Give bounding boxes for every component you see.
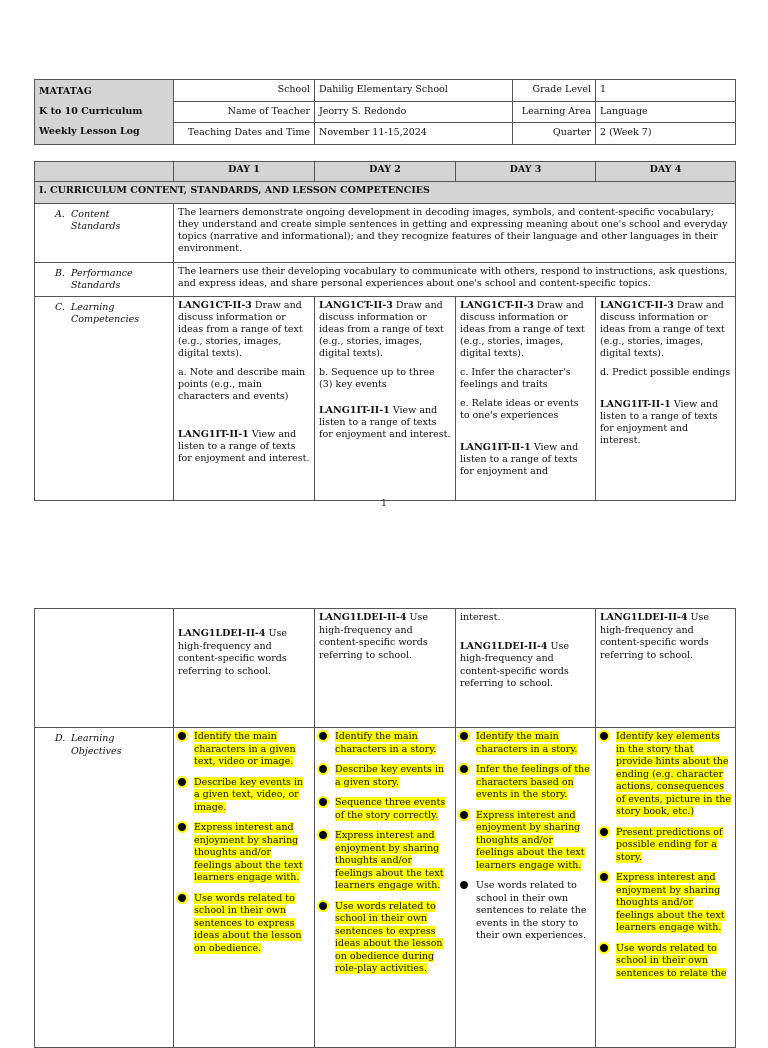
day2-ldei: LANG1LDEI-II-4 Use high-frequency and content-specific words referring to school.: [315, 609, 456, 728]
objective-item: [600, 731, 731, 819]
objective-item: [460, 880, 591, 943]
bullet-icon: [319, 831, 327, 839]
bullet-icon: [319, 732, 327, 740]
bullet-icon: [319, 902, 327, 910]
objective-text: Identify key elements in the story that provide hints about the ending (e.g. character actions, consequences of events, picture in the story book, etc.): [616, 731, 732, 817]
objective-text: Use words related to school in their own sentences to relate the events in the story to their own experiences.: [476, 880, 587, 941]
objective-item: [319, 830, 451, 893]
day-header: DAY 2: [315, 162, 456, 182]
brand-line: MATATAG: [39, 86, 92, 97]
blank-header-cell: [35, 162, 174, 182]
dates-value: November 11-15,2024: [315, 123, 513, 145]
day4-objectives: [596, 728, 736, 1048]
objective-text: Identify the main characters in a story.: [335, 731, 437, 755]
bullet-icon: [319, 765, 327, 773]
objective-text: Infer the feelings of the characters based on events in the story.: [476, 764, 590, 800]
objective-item: [319, 797, 451, 822]
bullet-icon: [178, 894, 186, 902]
bullet-icon: [600, 732, 608, 740]
day1-competencies: LANG1CT-II-3 Draw and discuss information or ideas from a range of text (e.g., stories, images, digital texts). a. Note and describe main points (e.g., main characters and events) LANG1IT-II-1 View and listen to a range of texts for enjoyment and interest.: [174, 297, 315, 501]
objective-item: [319, 731, 451, 756]
objective-text: Express interest and enjoyment by sharing thoughts and/or feelings about the text learners engage with.: [616, 872, 725, 933]
day3-competencies: LANG1CT-II-3 Draw and discuss information or ideas from a range of text (e.g., stories, images, digital texts). c. Infer the character's feelings and traits e. Relate ideas or events to one's experiences LANG1IT-II-1 View and listen to a range of texts for enjoyment and: [456, 297, 596, 501]
dates-label: Teaching Dates and Time: [174, 123, 315, 145]
quarter-value: 2 (Week 7): [596, 123, 736, 145]
objective-text: Express interest and enjoyment by sharing thoughts and/or feelings about the text learners engage with.: [335, 830, 444, 891]
bullet-icon: [178, 778, 186, 786]
school-value: Dahilig Elementary School: [315, 80, 513, 102]
objective-item: [600, 827, 731, 865]
objective-text: Sequence three events of the story correctly.: [335, 797, 446, 821]
learning-competencies-label: C. Learning Competencies: [35, 297, 174, 501]
objective-text: Describe key events in a given story.: [335, 764, 445, 788]
objective-item: [460, 764, 591, 802]
objective-text: Present predictions of possible ending for a story.: [616, 826, 723, 863]
day1-ldei: LANG1LDEI-II-4 Use high-frequency and content-specific words referring to school.: [174, 609, 315, 728]
day2-objectives: [315, 728, 456, 1048]
content-standards-text: The learners demonstrate ongoing development in decoding images, symbols, and content-specific vocabulary; they understand and create simple sentences in getting and expressing meaning about one's school and everyday topics (narrative and informational); and they recognize features of their language and other languages in their environment.: [174, 204, 736, 263]
page-number: 1: [381, 499, 387, 509]
objective-text: Express interest and enjoyment by sharing thoughts and/or feelings about the text learners engage with.: [194, 822, 303, 883]
objective-item: [460, 731, 591, 756]
day-header: DAY 4: [596, 162, 736, 182]
learning-area-label: Learning Area: [513, 101, 596, 123]
brand-block: [35, 80, 174, 145]
objective-text: Use words related to school in their own sentences to express ideas about the lesson on obedience.: [194, 892, 302, 954]
bullet-icon: [319, 798, 327, 806]
objective-item: [319, 901, 451, 976]
section-title: I. CURRICULUM CONTENT, STANDARDS, AND LESSON COMPETENCIES: [35, 182, 736, 204]
objective-text: Express interest and enjoyment by sharing thoughts and/or feelings about the text learners engage with.: [476, 809, 585, 871]
day-header: DAY 3: [456, 162, 596, 182]
performance-standards-text: The learners use their developing vocabulary to communicate with others, respond to instructions, ask questions, and express ideas, and share personal experiences about one's school and content-specific topics.: [174, 263, 736, 297]
objective-item: [319, 764, 451, 789]
quarter-label: Quarter: [513, 123, 596, 145]
bullet-icon: [460, 732, 468, 740]
blank-label-cell: [35, 609, 174, 728]
bullet-icon: [460, 765, 468, 773]
objective-item: [178, 731, 310, 769]
objective-text: Identify the main characters in a story.: [476, 731, 578, 755]
objective-item: [178, 777, 310, 815]
learning-objectives-label: D. Learning Objectives: [35, 728, 174, 1048]
day3-objectives: [456, 728, 596, 1048]
objective-item: [178, 822, 310, 885]
day1-objectives: [174, 728, 315, 1048]
objective-text: Use words related to school in their own sentences to relate the: [616, 942, 727, 979]
bullet-icon: [600, 873, 608, 881]
objective-text: Describe key events in a given text, video, or image.: [194, 776, 304, 813]
bullet-icon: [178, 823, 186, 831]
objective-item: [600, 943, 731, 981]
lesson-table-page2: [34, 608, 736, 1048]
bullet-icon: [178, 732, 186, 740]
objective-item: [600, 872, 731, 935]
brand-line: Weekly Lesson Log: [39, 126, 140, 137]
teacher-value: Jeorry S. Redondo: [315, 101, 513, 123]
grade-level-label: Grade Level: [513, 80, 596, 102]
bullet-icon: [600, 828, 608, 836]
lesson-table-page1: [34, 161, 736, 501]
teacher-label: Name of Teacher: [174, 101, 315, 123]
day-header: DAY 1: [174, 162, 315, 182]
brand-line: K to 10 Curriculum: [39, 106, 143, 117]
bullet-icon: [600, 944, 608, 952]
day4-ldei: LANG1LDEI-II-4 Use high-frequency and content-specific words referring to school.: [596, 609, 736, 728]
bullet-icon: [460, 811, 468, 819]
day3-ldei: interest. LANG1LDEI-II-4 Use high-frequency and content-specific words referring to school.: [456, 609, 596, 728]
content-standards-label: A. Content Standards: [35, 204, 174, 263]
objective-item: [178, 893, 310, 956]
school-label: School: [174, 80, 315, 102]
objective-text: Identify the main characters in a given text, video or image.: [194, 731, 296, 767]
learning-area-value: Language: [596, 101, 736, 123]
bullet-icon: [460, 881, 468, 889]
day2-competencies: LANG1CT-II-3 Draw and discuss information or ideas from a range of text (e.g., stories, images, digital texts). b. Sequence up to three (3) key events LANG1IT-II-1 View and listen to a range of texts for enjoyment and interest.: [315, 297, 456, 501]
day4-competencies: LANG1CT-II-3 Draw and discuss information or ideas from a range of text (e.g., stories, images, digital texts). d. Predict possible endings LANG1IT-II-1 View and listen to a range of texts for enjoyment and interest.: [596, 297, 736, 501]
header-table: [34, 79, 736, 145]
grade-level-value: 1: [596, 80, 736, 102]
objective-text: Use words related to school in their own sentences to express ideas about the lesson on obedience during role-play activities.: [335, 900, 443, 974]
performance-standards-label: B. Performance Standards: [35, 263, 174, 297]
objective-item: [460, 810, 591, 873]
